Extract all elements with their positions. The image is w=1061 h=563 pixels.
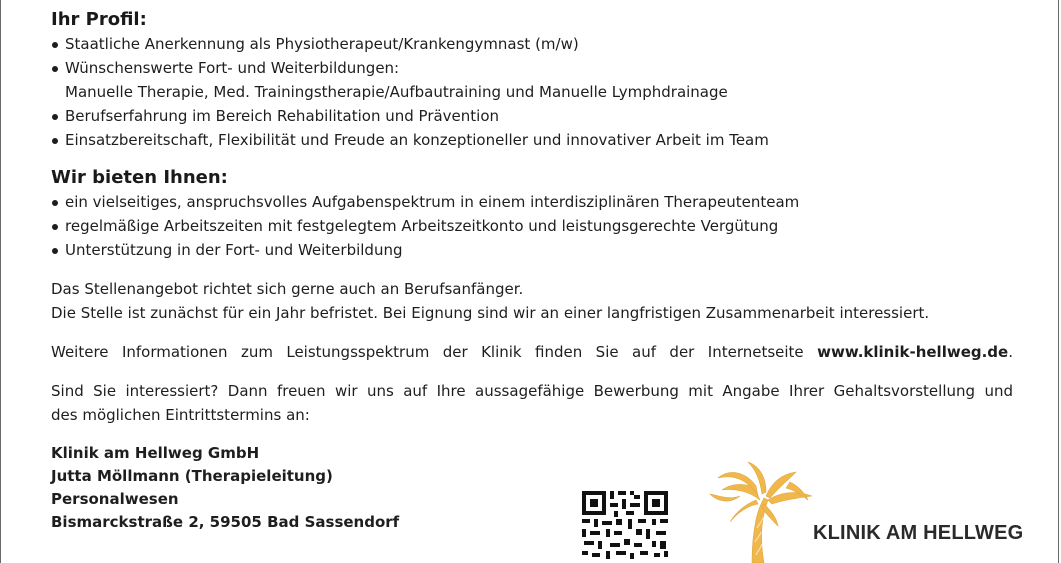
profile-item: Berufserfahrung im Bereich Rehabilitation und Prävention: [51, 104, 1013, 128]
qr-code-icon: [580, 489, 670, 563]
profile-item-text: Manuelle Therapie, Med. Trainingstherapie/Aufbautraining und Manuelle Lymphdrainage: [65, 83, 728, 101]
info-paragraph: Weitere Informationen zum Leistungsspektrum der Klinik finden Sie auf der Internetseite www.klinik-hellweg.de.: [51, 343, 1013, 361]
info-text: Weitere Informationen zum Leistungsspektrum der Klinik finden Sie auf der Internetseite: [51, 343, 804, 361]
job-ad-content: [51, 8, 1013, 534]
note-fixed-term: Die Stelle ist zunächst für ein Jahr befristet. Bei Eignung sind wir an einer langfristigen Zusammenarbeit interessiert.: [51, 304, 930, 322]
address-street: Bismarckstraße 2, 59505 Bad Sassendorf: [51, 513, 400, 531]
address-department: Personalwesen: [51, 490, 179, 508]
offer-item: ein vielseitiges, anspruchsvolles Aufgabenspektrum in einem interdisziplinären Therapeutenteam: [51, 190, 1013, 214]
profile-item: Einsatzbereitschaft, Flexibilität und Freude an konzeptioneller und innovativer Arbeit im Team: [51, 128, 1013, 152]
profile-item: [51, 56, 1013, 104]
offer-item: regelmäßige Arbeitszeiten mit festgelegtem Arbeitszeitkonto und leistungsgerechte Vergütung: [51, 214, 1013, 238]
profile-item-text: Wünschenswerte Fort- und Weiterbildungen:: [65, 59, 400, 77]
offer-list: [51, 190, 1013, 262]
note-beginners: Das Stellenangebot richtet sich gerne auch an Berufsanfänger.: [51, 280, 524, 298]
tree-logo-icon: [700, 460, 820, 563]
clinic-logo-text: KLINIK AM HELLWEG: [813, 522, 1024, 544]
profile-heading: Ihr Profil:: [51, 9, 147, 30]
contact-address: [51, 442, 1013, 534]
apply-line-2: des möglichen Eintrittstermins an:: [51, 406, 310, 424]
profile-item: Staatliche Anerkennung als Physiotherapeut/Krankengymnast (m/w): [51, 32, 1013, 56]
profile-list: [51, 32, 1013, 152]
address-company: Klinik am Hellweg GmbH: [51, 444, 260, 462]
address-contact: Jutta Möllmann (Therapieleitung): [51, 467, 333, 485]
offer-heading: Wir bieten Ihnen:: [51, 167, 228, 188]
offer-item: Unterstützung in der Fort- und Weiterbildung: [51, 238, 1013, 262]
apply-line-1: Sind Sie interessiert? Dann freuen wir uns auf Ihre aussagefähige Bewerbung mit Angabe Ihrer Gehaltsvorstellung und: [51, 382, 1013, 400]
website-link[interactable]: www.klinik-hellweg.de: [817, 343, 1009, 361]
